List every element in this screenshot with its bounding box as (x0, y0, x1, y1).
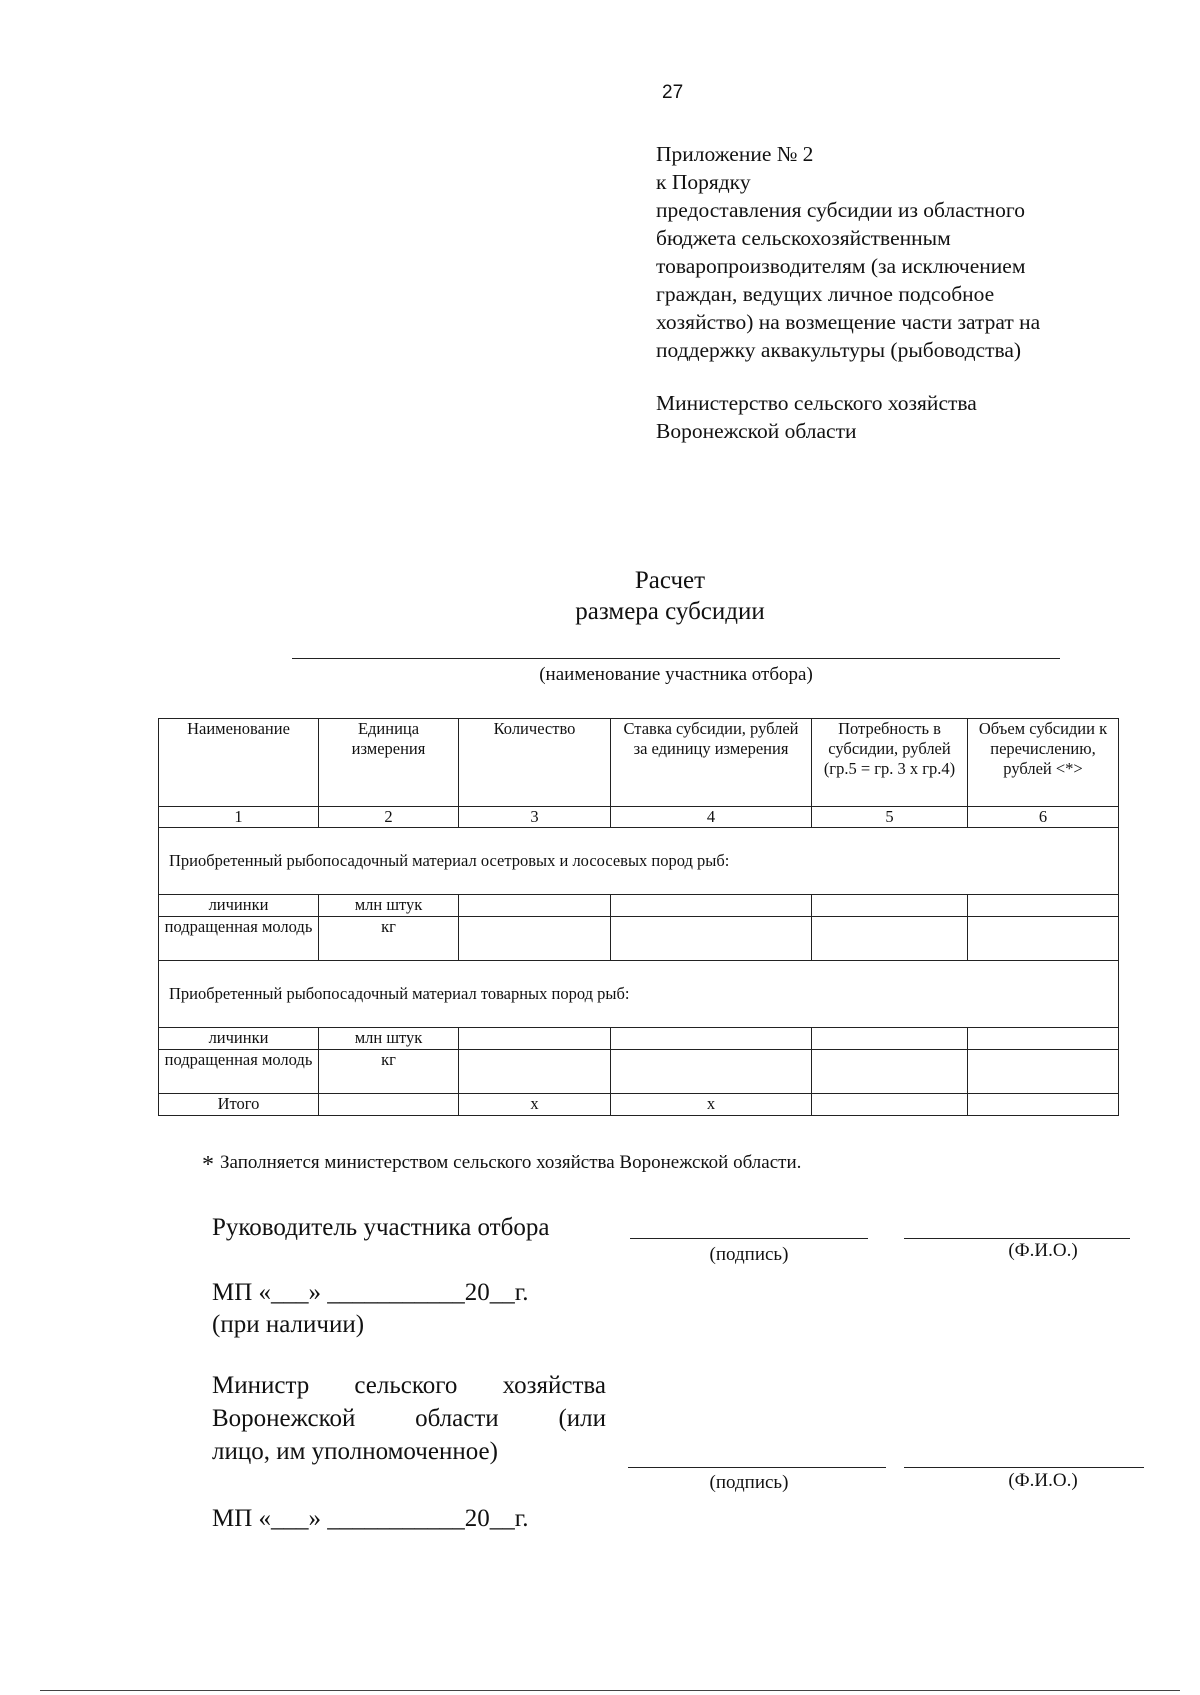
table-cell (968, 895, 1119, 917)
footnote (202, 1152, 801, 1179)
appendix-line: Приложение № 2 (656, 142, 814, 166)
column-number-row (159, 807, 1119, 828)
table-cell (812, 1094, 968, 1116)
table-cell (812, 895, 968, 917)
ministry-addressee (656, 389, 977, 445)
table-cell: кг (319, 1050, 459, 1094)
appendix-line: хозяйство) на возмещение части затрат на (656, 310, 1041, 334)
page-bottom-rule (40, 1690, 1180, 1691)
minister-signature-caption: (подпись) (709, 1472, 789, 1493)
ministry-line: Министерство сельского хозяйства (656, 391, 977, 415)
table-cell (812, 1028, 968, 1050)
head-name-line (904, 1238, 1130, 1239)
table-cell (611, 1050, 812, 1094)
appendix-line: поддержку аквакультуры (рыбоводства) (656, 338, 1022, 362)
head-signature-line (630, 1238, 868, 1239)
table-cell (968, 917, 1119, 961)
minister-label-line: Министр сельского хозяйства (212, 1372, 606, 1399)
minister-name-caption: (Ф.И.О.) (1008, 1470, 1078, 1491)
header-cell: Единица измерения (319, 719, 459, 807)
stamp-note: (при наличии) (212, 1311, 365, 1338)
table-row (159, 895, 1119, 917)
appendix-line: к Порядку (656, 170, 751, 194)
table-cell (968, 1094, 1119, 1116)
section-row (159, 961, 1119, 1028)
table-row (159, 917, 1119, 961)
table-cell (611, 917, 812, 961)
footnote-star: * (202, 1152, 214, 1178)
footnote-text: Заполняется министерством сельского хозяйства Воронежской области. (220, 1152, 802, 1173)
header-cell: Потребность в субсидии, рублей (гр.5 = гр. 3 х гр.4) (812, 719, 968, 807)
section-title: Приобретенный рыбопосадочный материал осетровых и лососевых пород рыб: (159, 828, 1119, 895)
table-cell (812, 917, 968, 961)
table-cell: млн штук (319, 1028, 459, 1050)
column-number: 5 (812, 807, 968, 828)
participant-caption: (наименование участника отбора) (539, 664, 813, 685)
header-cell: Наименование (159, 719, 319, 807)
table-cell (611, 1028, 812, 1050)
minister-label-line: лицо, им уполномоченное) (212, 1438, 498, 1465)
column-number: 1 (159, 807, 319, 828)
head-signature-label: Руководитель участника отбора (212, 1214, 550, 1241)
page-number: 27 (662, 82, 684, 103)
table-cell (459, 895, 611, 917)
column-number: 3 (459, 807, 611, 828)
column-number: 2 (319, 807, 459, 828)
table-cell (968, 1028, 1119, 1050)
table-cell: Итого (159, 1094, 319, 1116)
table-cell (459, 1028, 611, 1050)
appendix-line: граждан, ведущих личное подсобное (656, 282, 995, 306)
minister-label-line: Воронежской области (или (212, 1405, 606, 1432)
header-cell: Ставка субсидии, рублей за единицу измерения (611, 719, 812, 807)
subsidy-calculation-table (158, 718, 1119, 1116)
table-row (159, 1050, 1119, 1094)
table-cell (459, 1050, 611, 1094)
appendix-line: товаропроизводителям (за исключением (656, 254, 1026, 278)
table-cell (812, 1050, 968, 1094)
section-title: Приобретенный рыбопосадочный материал товарных пород рыб: (159, 961, 1119, 1028)
stamp-date-line: МП «___» ___________20__г. (212, 1279, 529, 1306)
table-cell (459, 917, 611, 961)
section-row (159, 828, 1119, 895)
minister-name-line (904, 1467, 1144, 1468)
participant-name-line (292, 658, 1060, 659)
stamp-date-line: МП «___» ___________20__г. (212, 1505, 529, 1532)
table-cell: личинки (159, 895, 319, 917)
document-title: Расчет (634, 567, 706, 594)
table-row (159, 1028, 1119, 1050)
table-cell: подращенная молодь (159, 917, 319, 961)
column-number: 4 (611, 807, 812, 828)
head-signature-caption: (подпись) (709, 1244, 789, 1265)
header-cell: Объем субсидии к перечислению, рублей <*> (968, 719, 1119, 807)
table-cell: х (459, 1094, 611, 1116)
column-number: 6 (968, 807, 1119, 828)
table-cell (968, 1050, 1119, 1094)
table-cell: личинки (159, 1028, 319, 1050)
appendix-line: предоставления субсидии из областного (656, 198, 1025, 222)
total-row (159, 1094, 1119, 1116)
table-cell: х (611, 1094, 812, 1116)
minister-signature-line (628, 1467, 886, 1468)
appendix-header (656, 140, 1040, 364)
document-subtitle: размера субсидии (575, 598, 765, 625)
table-cell: кг (319, 917, 459, 961)
header-cell: Количество (459, 719, 611, 807)
head-name-caption: (Ф.И.О.) (1008, 1240, 1078, 1261)
table-cell (611, 895, 812, 917)
ministry-line: Воронежской области (656, 419, 857, 443)
table-cell: млн штук (319, 895, 459, 917)
table-cell: подращенная молодь (159, 1050, 319, 1094)
table-cell (319, 1094, 459, 1116)
table-header-row (159, 719, 1119, 807)
appendix-line: бюджета сельскохозяйственным (656, 226, 951, 250)
